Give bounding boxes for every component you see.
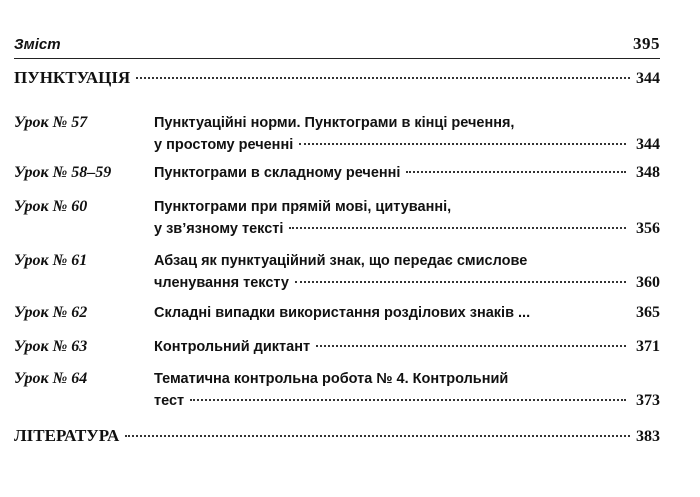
lesson-page: 356 [636, 220, 660, 237]
lesson-label: Урок № 58–59 [14, 164, 112, 181]
lesson-title-line: Складні випадки використання розділових знаків ... [154, 305, 531, 321]
section-page: 383 [636, 428, 660, 445]
dot-leader [316, 345, 626, 347]
dot-leader [289, 227, 626, 229]
dot-leader [125, 435, 630, 437]
section-page: 344 [636, 70, 660, 87]
lesson-title [154, 336, 660, 358]
lesson-title-line: тест [154, 393, 185, 409]
lesson-page: 360 [636, 274, 660, 291]
section-title: ПУНКТУАЦІЯ [14, 68, 131, 87]
lesson-title-line: у зв’язному тексті [154, 221, 284, 237]
toc-lesson-62 [14, 302, 660, 324]
dot-leader [136, 77, 630, 79]
page-header [14, 30, 660, 59]
lesson-label: Урок № 62 [14, 304, 88, 321]
lesson-label: Урок № 64 [14, 370, 88, 387]
lesson-title-line: Пунктограми в складному реченні [154, 165, 401, 181]
lesson-page: 348 [636, 164, 660, 181]
lesson-title-line: Пунктограми при прямій мові, цитуванні, [154, 199, 452, 215]
lesson-page: 344 [636, 136, 660, 153]
lesson-label: Урок № 63 [14, 338, 88, 355]
dot-leader [295, 281, 626, 283]
dot-leader [190, 399, 626, 401]
header-title: Зміст [14, 36, 61, 53]
dot-leader [406, 171, 626, 173]
lesson-title [154, 162, 660, 184]
lesson-title [154, 302, 660, 324]
lesson-title-line: Пунктуаційні норми. Пунктограми в кінці речення, [154, 115, 515, 131]
lesson-title-line: Тематична контрольна робота № 4. Контрольний [154, 371, 509, 387]
toc-lesson-61 [14, 250, 660, 294]
lesson-title [154, 250, 660, 294]
header-page-number: 395 [633, 34, 660, 53]
lesson-title-line: Контрольний диктант [154, 339, 311, 355]
toc-lesson-64 [14, 368, 660, 412]
lesson-label: Урок № 61 [14, 252, 88, 269]
lesson-title [154, 112, 660, 156]
toc-section-literature [14, 426, 660, 456]
table-of-contents [14, 68, 660, 445]
lesson-title-line: у простому реченні [154, 137, 294, 153]
lesson-page: 373 [636, 392, 660, 409]
lesson-page: 371 [636, 338, 660, 355]
lesson-page: 365 [636, 304, 660, 321]
toc-lesson-58-59 [14, 162, 660, 184]
section-title: ЛІТЕРАТУРА [14, 426, 120, 445]
lesson-label: Урок № 60 [14, 198, 88, 215]
toc-section-punctuation [14, 68, 660, 98]
lesson-title-line: Абзац як пунктуаційний знак, що передає смислове [154, 253, 528, 269]
toc-lesson-60 [14, 196, 660, 240]
lesson-title [154, 196, 660, 240]
toc-lesson-63 [14, 336, 660, 358]
lesson-title [154, 368, 660, 412]
dot-leader [299, 143, 626, 145]
lesson-title-line: членування тексту [154, 275, 289, 291]
lesson-label: Урок № 57 [14, 114, 88, 131]
toc-lesson-57 [14, 112, 660, 156]
